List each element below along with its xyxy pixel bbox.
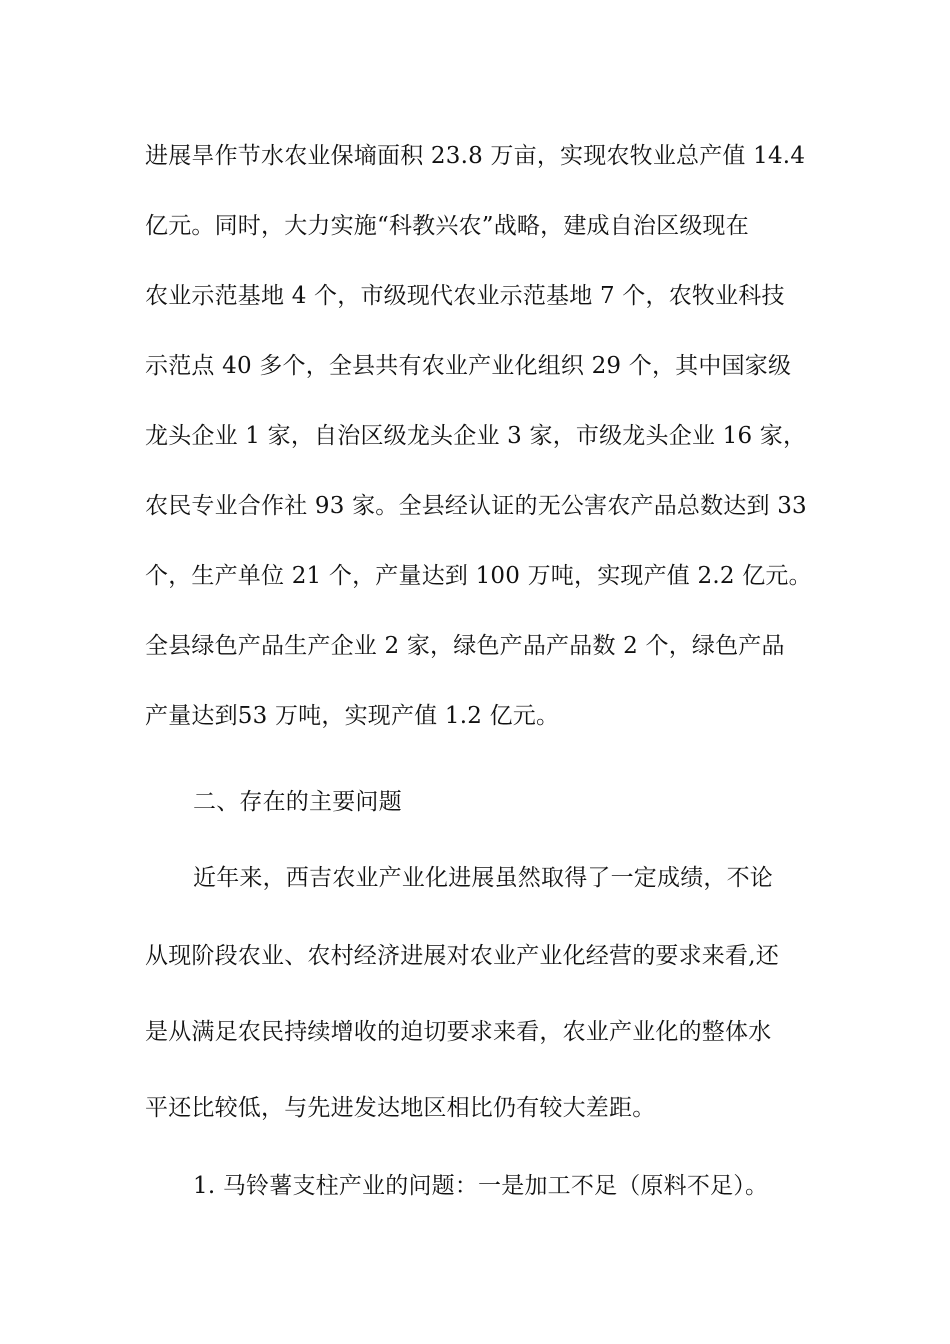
paragraph-line: 示范点 40 多个，全县共有农业产业化组织 29 个，其中国家级 [145,353,792,379]
paragraph-line: 是从满足农民持续增收的迫切要求来看，农业产业化的整体水 [145,1019,772,1045]
paragraph-line: 产量达到53 万吨，实现产值 1.2 亿元。 [145,703,560,729]
paragraph-line: 个，生产单位 21 个，产量达到 100 万吨，实现产值 2.2 亿元。 [145,563,812,589]
paragraph-line: 从现阶段农业、农村经济进展对农业产业化经营的要求来看,还 [145,943,779,969]
paragraph-line: 平还比较低，与先进发达地区相比仍有较大差距。 [145,1095,656,1121]
paragraph-line: 亿元。同时，大力实施“科教兴农”战略，建成自治区级现在 [145,213,749,239]
paragraph-line: 龙头企业 1 家，自治区级龙头企业 3 家，市级龙头企业 16 家， [145,423,807,449]
paragraph-line: 全县绿色产品生产企业 2 家，绿色产品产品数 2 个，绿色产品 [145,633,785,659]
paragraph-line: 进展旱作节水农业保墒面积 23.8 万亩，实现农牧业总产值 14.4 [145,143,806,169]
subsection-heading: 1. 马铃薯支柱产业的问题：一是加工不足（原料不足）。 [193,1173,769,1199]
paragraph-line: 近年来，西吉农业产业化进展虽然取得了一定成绩，不论 [193,865,773,891]
paragraph-line: 农业示范基地 4 个，市级现代农业示范基地 7 个，农牧业科技 [145,283,785,309]
paragraph-line: 农民专业合作社 93 家。全县经认证的无公害农产品总数达到 33 [145,493,807,519]
section-heading: 二、存在的主要问题 [193,789,402,815]
